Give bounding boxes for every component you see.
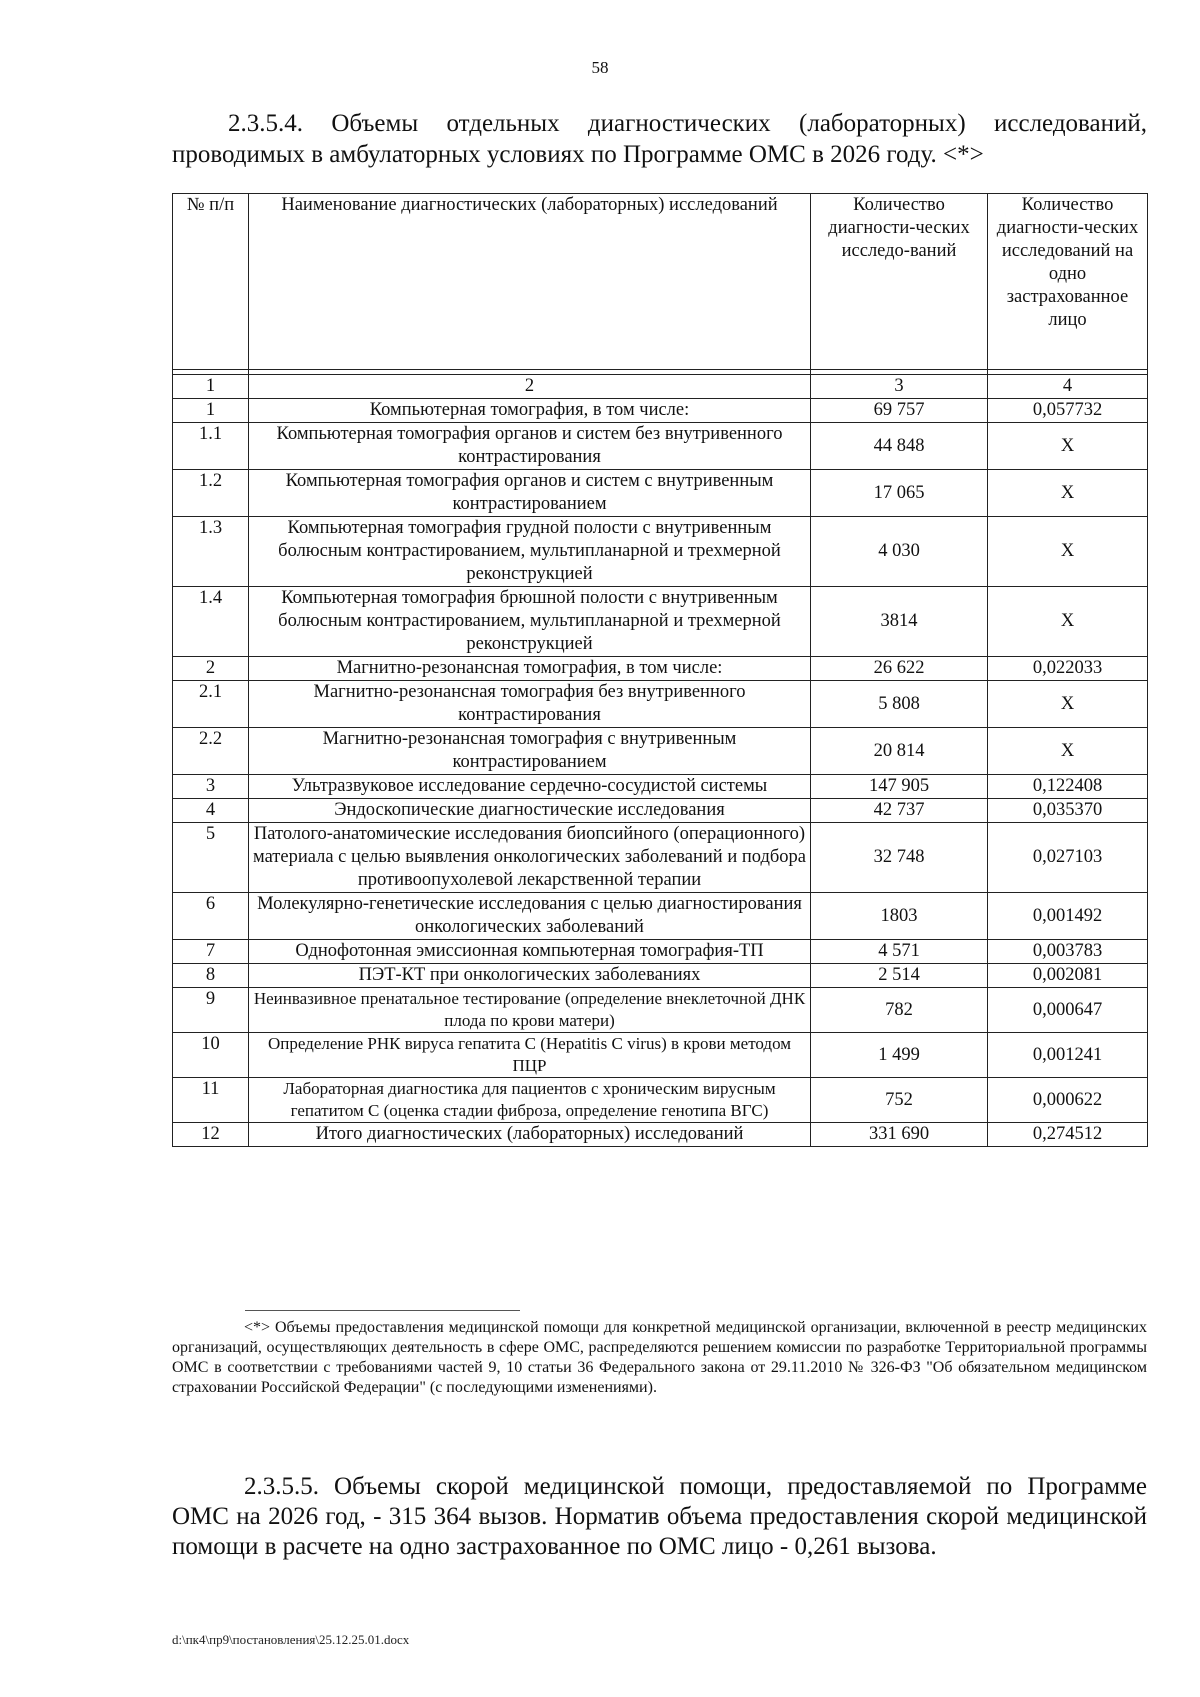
column-number: 1 (173, 375, 249, 399)
row-per-person: Х (988, 423, 1148, 470)
row-name: Итого диагностических (лабораторных) исследований (249, 1123, 811, 1147)
diagnostics-table (172, 193, 1148, 1147)
table-row (173, 728, 1148, 775)
row-name: Эндоскопические диагностические исследования (249, 799, 811, 823)
table-row (173, 470, 1148, 517)
row-quantity: 20 814 (811, 728, 988, 775)
row-number: 8 (173, 964, 249, 988)
table-row (173, 1123, 1148, 1147)
row-name: Определение РНК вируса гепатита С (Hepatitis C virus) в крови методом ПЦР (249, 1033, 811, 1078)
table-row (173, 517, 1148, 587)
row-per-person: Х (988, 517, 1148, 587)
page-number: 58 (591, 58, 609, 77)
row-number: 5 (173, 823, 249, 893)
column-number: 3 (811, 375, 988, 399)
row-quantity: 32 748 (811, 823, 988, 893)
row-quantity: 1 499 (811, 1033, 988, 1078)
row-number: 9 (173, 988, 249, 1033)
footnote (172, 1318, 1147, 1398)
row-quantity: 26 622 (811, 657, 988, 681)
table-row (173, 1033, 1148, 1078)
row-name: Магнитно-резонансная томография, в том числе: (249, 657, 811, 681)
row-number: 7 (173, 940, 249, 964)
section-heading-text: 2.3.5.4. Объемы отдельных диагностических (лабораторных) исследований, проводимых в амбулаторных условиях по Программе ОМС в 2026 году. <*> (172, 110, 1147, 168)
table-row (173, 423, 1148, 470)
table-row (173, 1078, 1148, 1123)
row-quantity: 2 514 (811, 964, 988, 988)
row-name: Компьютерная томография органов и систем без внутривенного контрастирования (249, 423, 811, 470)
row-name: Однофотонная эмиссионная компьютерная томография-ТП (249, 940, 811, 964)
table-header-row (173, 194, 1148, 370)
header-num: № п/п (173, 194, 249, 370)
header-per-person: Количество диагности-ческих исследований на одно застрахованное лицо (988, 194, 1148, 370)
header-name: Наименование диагностических (лабораторных) исследований (249, 194, 811, 370)
row-name: Ультразвуковое исследование сердечно-сосудистой системы (249, 775, 811, 799)
row-name: Патолого-анатомические исследования биопсийного (операционного) материала с целью выявления онкологических заболеваний и подбора противоопухолевой лекарственной терапии (249, 823, 811, 893)
row-number: 10 (173, 1033, 249, 1078)
row-per-person: Х (988, 587, 1148, 657)
row-name: Компьютерная томография брюшной полости с внутривенным болюсным контрастированием, мультипланарной и трехмерной реконструкцией (249, 587, 811, 657)
row-per-person: 0,274512 (988, 1123, 1148, 1147)
paragraph-text: 2.3.5.5. Объемы скорой медицинской помощи, предоставляемой по Программе ОМС на 2026 год, - 315 364 вызов. Норматив объема предоставления скорой медицинской помощи в расчете на одно застрахованное по ОМС лицо - 0,261 вызова. (172, 1473, 1147, 1560)
row-per-person: 0,001492 (988, 893, 1148, 940)
row-quantity: 42 737 (811, 799, 988, 823)
row-per-person: 0,000622 (988, 1078, 1148, 1123)
row-quantity: 782 (811, 988, 988, 1033)
row-quantity: 3814 (811, 587, 988, 657)
column-number: 2 (249, 375, 811, 399)
column-number-row (173, 375, 1148, 399)
row-name: Молекулярно-генетические исследования с целью диагностирования онкологических заболеваний (249, 893, 811, 940)
row-name: Лабораторная диагностика для пациентов с хроническим вирусным гепатитом С (оценка стадии фиброза, определение генотипа ВГС) (249, 1078, 811, 1123)
table-row (173, 657, 1148, 681)
row-name: Компьютерная томография, в том числе: (249, 399, 811, 423)
row-per-person: 0,002081 (988, 964, 1148, 988)
header-qty: Количество диагности-ческих исследо-ваний (811, 194, 988, 370)
row-quantity: 44 848 (811, 423, 988, 470)
section-heading (172, 108, 1147, 170)
column-number: 4 (988, 375, 1148, 399)
footnote-text: <*> Объемы предоставления медицинской помощи для конкретной медицинской организации, включенной в реестр медицинских организаций, осуществляющих деятельность в сфере ОМС, распределяются решением комиссии по разработке Территориальной программы ОМС в соответствии с требованиями частей 9, 10 статьи 36 Федерального закона от 29.11.2010 № 326-ФЗ "Об обязательном медицинском страховании Российской Федерации" (с последующими изменениями). (172, 1319, 1147, 1396)
row-per-person: 0,003783 (988, 940, 1148, 964)
row-per-person: Х (988, 470, 1148, 517)
row-quantity: 17 065 (811, 470, 988, 517)
table-row (173, 988, 1148, 1033)
table-row (173, 681, 1148, 728)
row-number: 4 (173, 799, 249, 823)
row-name: ПЭТ-КТ при онкологических заболеваниях (249, 964, 811, 988)
row-name: Компьютерная томография грудной полости с внутривенным болюсным контрастированием, мультипланарной и трехмерной реконструкцией (249, 517, 811, 587)
row-number: 1.3 (173, 517, 249, 587)
row-number: 11 (173, 1078, 249, 1123)
row-number: 12 (173, 1123, 249, 1147)
row-quantity: 752 (811, 1078, 988, 1123)
row-quantity: 331 690 (811, 1123, 988, 1147)
row-name: Неинвазивное пренатальное тестирование (определение внеклеточной ДНК плода по крови матери) (249, 988, 811, 1033)
row-name: Магнитно-резонансная томография без внутривенного контрастирования (249, 681, 811, 728)
paragraph-2-3-5-5 (172, 1472, 1147, 1562)
table-row (173, 799, 1148, 823)
row-number: 2 (173, 657, 249, 681)
row-per-person: 0,001241 (988, 1033, 1148, 1078)
table-row (173, 775, 1148, 799)
row-number: 6 (173, 893, 249, 940)
row-number: 2.2 (173, 728, 249, 775)
file-path: d:\пк4\пр9\постановления\25.12.25.01.docx (172, 1632, 410, 1647)
row-per-person: 0,057732 (988, 399, 1148, 423)
row-quantity: 1803 (811, 893, 988, 940)
table-row (173, 399, 1148, 423)
row-number: 1 (173, 399, 249, 423)
row-quantity: 4 571 (811, 940, 988, 964)
row-quantity: 4 030 (811, 517, 988, 587)
row-name: Магнитно-резонансная томография с внутривенным контрастированием (249, 728, 811, 775)
footnote-divider (245, 1310, 520, 1311)
row-quantity: 69 757 (811, 399, 988, 423)
row-per-person: 0,027103 (988, 823, 1148, 893)
table-row (173, 964, 1148, 988)
row-per-person: Х (988, 728, 1148, 775)
row-number: 1.4 (173, 587, 249, 657)
row-number: 1.2 (173, 470, 249, 517)
row-per-person: 0,122408 (988, 775, 1148, 799)
table-body (173, 399, 1148, 1147)
table-row (173, 823, 1148, 893)
row-number: 1.1 (173, 423, 249, 470)
row-per-person: 0,000647 (988, 988, 1148, 1033)
table-row (173, 893, 1148, 940)
row-quantity: 147 905 (811, 775, 988, 799)
table-row (173, 587, 1148, 657)
row-per-person: 0,035370 (988, 799, 1148, 823)
row-per-person: 0,022033 (988, 657, 1148, 681)
table-row (173, 940, 1148, 964)
row-name: Компьютерная томография органов и систем с внутривенным контрастированием (249, 470, 811, 517)
row-number: 2.1 (173, 681, 249, 728)
row-number: 3 (173, 775, 249, 799)
row-quantity: 5 808 (811, 681, 988, 728)
row-per-person: Х (988, 681, 1148, 728)
